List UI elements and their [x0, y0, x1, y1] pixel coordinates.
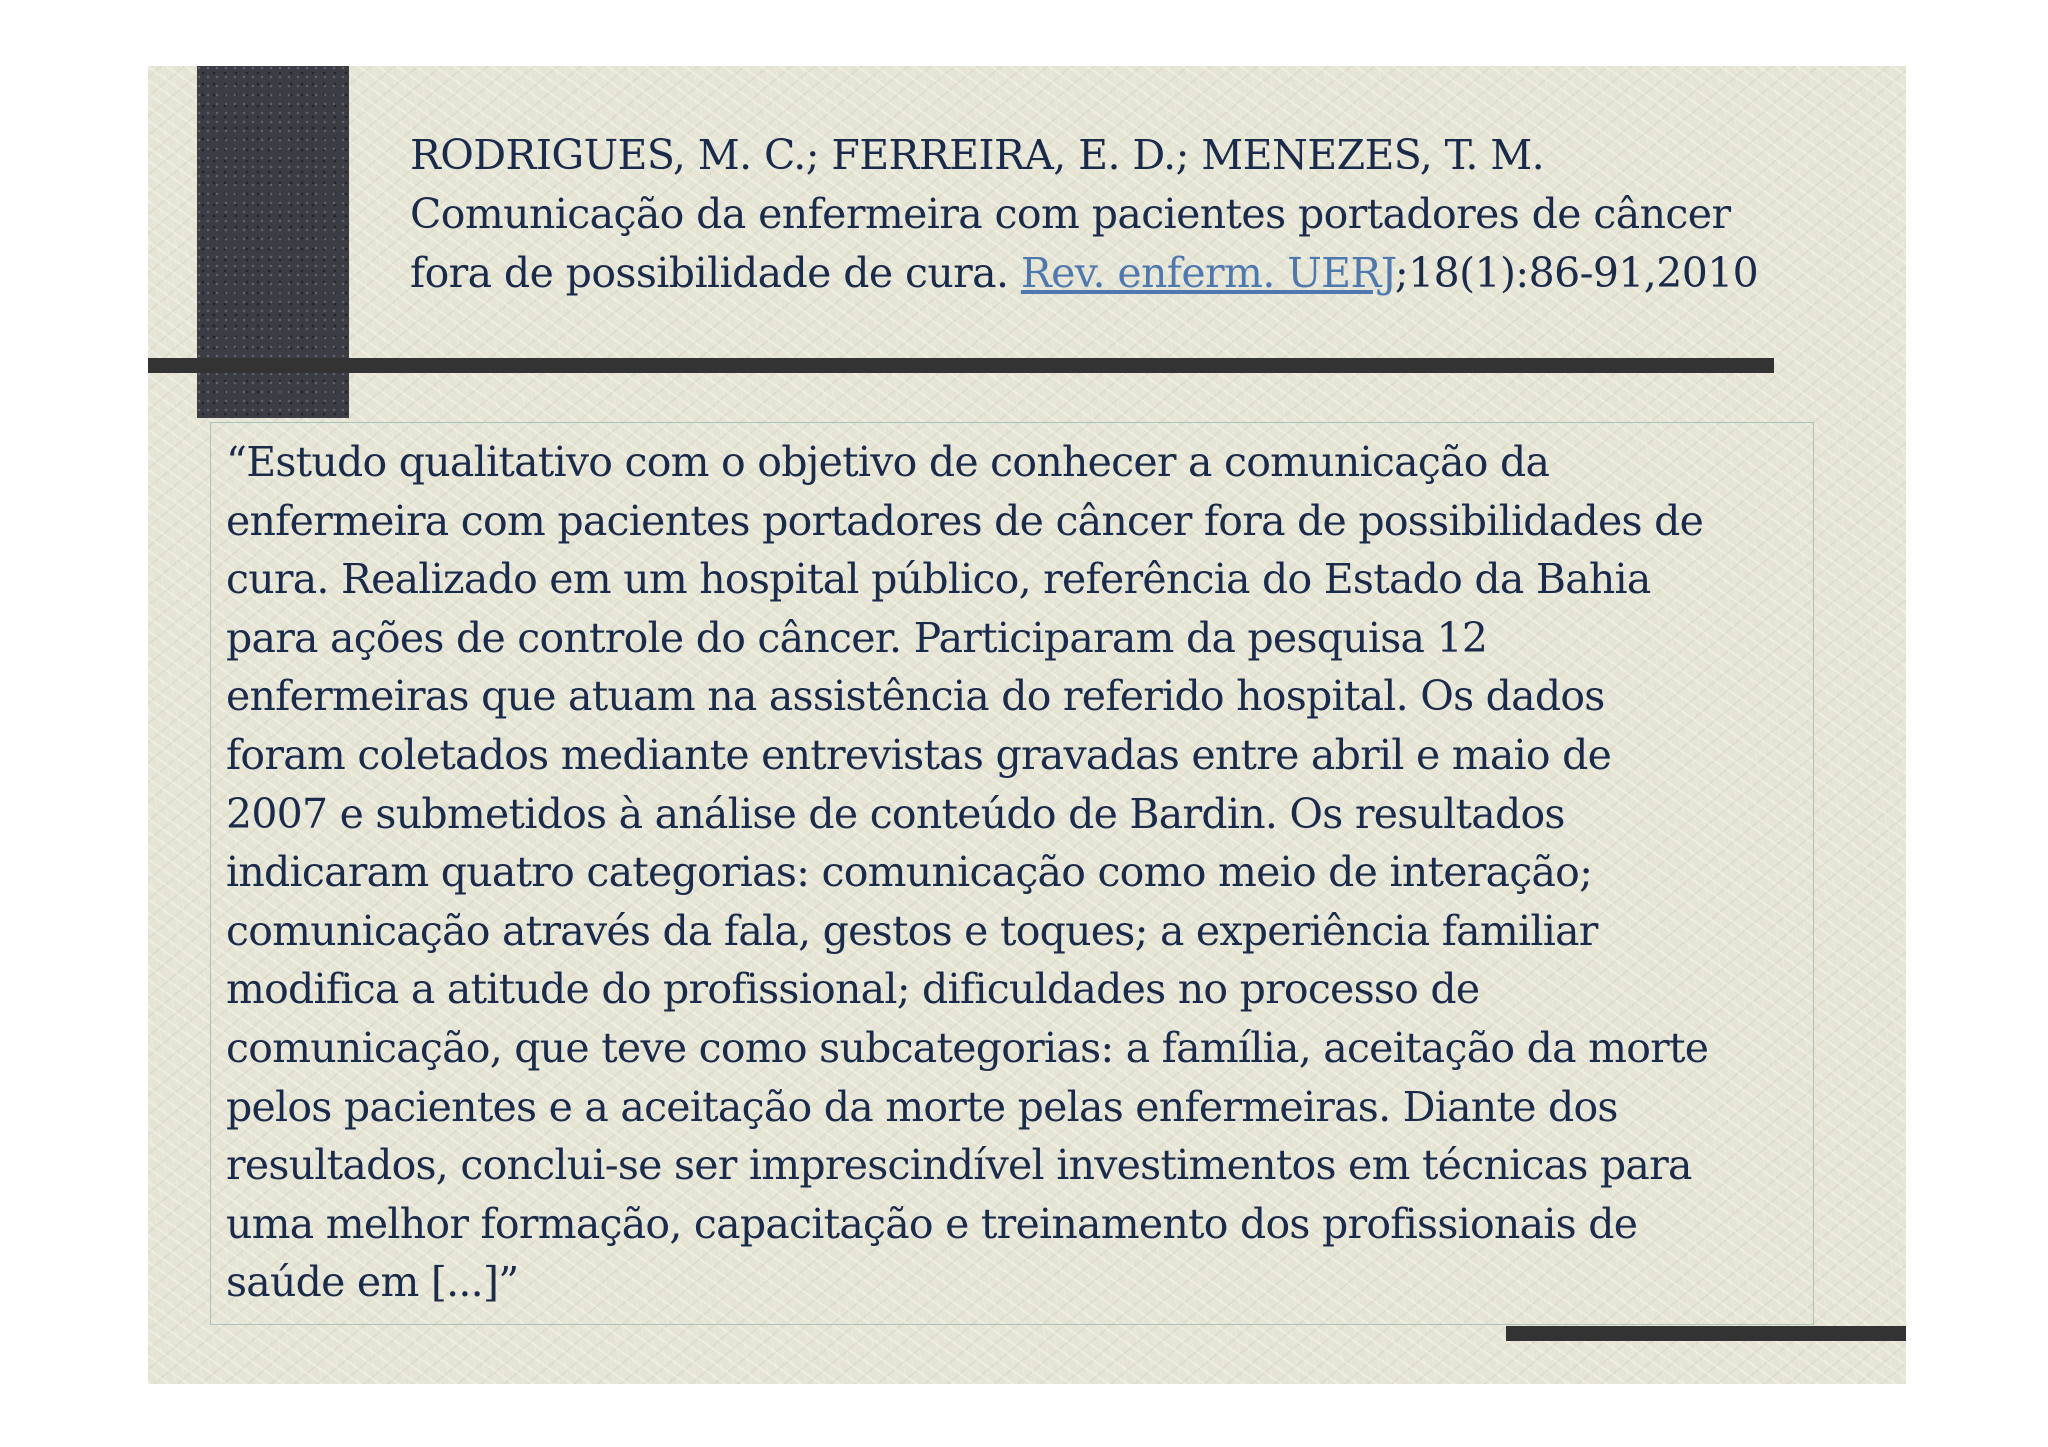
abstract-line: foram coletados mediante entrevistas gravadas entre abril e maio de — [226, 730, 1612, 779]
reference-authors: RODRIGUES, M. C.; FERREIRA, E. D.; MENEZES, T. M. — [410, 131, 1545, 179]
abstract-line: cura. Realizado em um hospital público, referência do Estado da Bahia — [226, 555, 1651, 604]
reference-title: Comunicação da enfermeira com pacientes portadores de câncer fora de possibilidade de cura. — [410, 190, 1731, 297]
abstract-line: para ações de controle do câncer. Participaram da pesquisa 12 — [226, 613, 1488, 662]
abstract-line: 2007 e submetidos à análise de conteúdo de Bardin. Os resultados — [226, 789, 1565, 838]
abstract-line: “Estudo qualitativo com o objetivo de conhecer a comunicação da — [226, 438, 1550, 486]
abstract-line: uma melhor formação, capacitação e treinamento dos profissionais de — [226, 1199, 1638, 1248]
abstract-line: pelos pacientes e a aceitação da morte pelas enfermeiras. Diante dos — [226, 1082, 1618, 1131]
abstract-box — [210, 422, 1814, 1325]
reference-citation — [410, 126, 1810, 303]
abstract-line: enfermeiras que atuam na assistência do referido hospital. Os dados — [226, 672, 1605, 721]
journal-link[interactable]: Rev. enferm. UERJ — [1020, 249, 1395, 297]
abstract-line: resultados, conclui-se ser imprescindível investimentos em técnicas para — [226, 1141, 1692, 1190]
abstract-line: saúde em [...]” — [226, 1258, 519, 1307]
slide — [148, 66, 1906, 1384]
abstract-line: indicaram quatro categorias: comunicação como meio de interação; — [226, 848, 1593, 897]
abstract-text — [226, 433, 1811, 1312]
top-divider-bar — [148, 358, 1774, 373]
reference-volume-pages-year: ;18(1):86-91,2010 — [1394, 249, 1759, 297]
abstract-line: modifica a atitude do profissional; dificuldades no processo de — [226, 965, 1480, 1014]
abstract-line: comunicação através da fala, gestos e toques; a experiência familiar — [226, 906, 1598, 955]
abstract-line: comunicação, que teve como subcategorias: a família, aceitação da morte — [226, 1023, 1709, 1072]
abstract-line: enfermeira com pacientes portadores de câncer fora de possibilidades de — [226, 496, 1704, 545]
bottom-divider-bar — [1506, 1326, 1906, 1341]
